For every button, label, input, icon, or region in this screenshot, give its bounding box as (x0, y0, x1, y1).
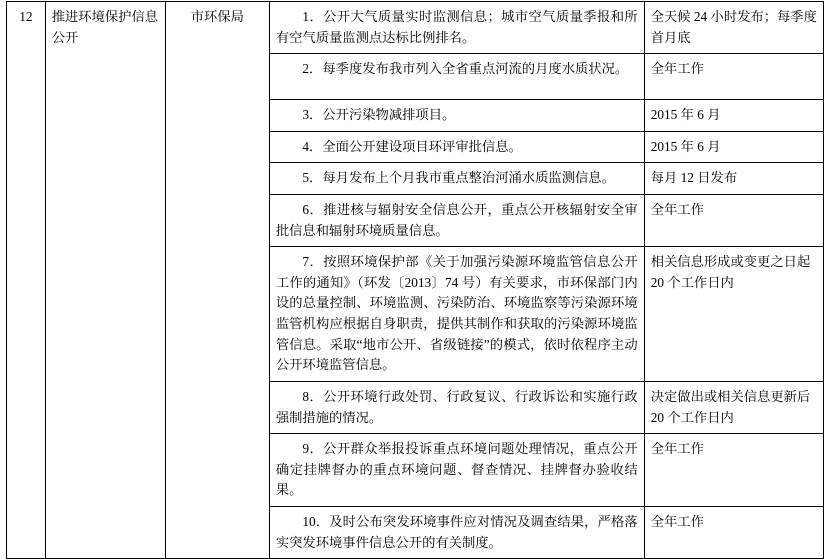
document-page (0, 1, 829, 550)
measure-item-cell: 1．公开大气质量实时监测信息；城市空气质量季报和所有空气质量监测点达标比例排名。 (269, 2, 644, 54)
table-row (7, 2, 824, 54)
deadline-cell: 全年工作 (644, 54, 823, 100)
measure-item-cell: 7．按照环境保护部《关于加强污染源环境监管信息公开工作的通知》（环发〔2013〕74 号）有关要求，市环保部门内设的总量控制、环境监测、污染防治、环境监察等污染源环境监管机构应根据自身职责，提供其制作和获取的污染源环境监管信息。采取“地市公开、省级链接”的模式，依时依程序主动公开环境监管信息。 (269, 247, 644, 382)
deadline-cell: 全年工作 (644, 434, 823, 507)
information-disclosure-table (6, 1, 824, 559)
measure-item-cell: 9．公开群众举报投诉重点环境问题处理情况，重点公开确定挂牌督办的重点环境问题、督查情况、挂牌督办验收结果。 (269, 434, 644, 507)
deadline-cell: 每月 12 日发布 (644, 163, 823, 195)
task-name-cell: 推进环境保护信息公开 (45, 2, 165, 559)
row-number-cell: 12 (7, 2, 46, 559)
measure-item-cell: 5．每月发布上个月我市重点整治河涌水质监测信息。 (269, 163, 644, 195)
deadline-cell: 全天候 24 小时发布；每季度首月底 (644, 2, 823, 54)
measure-item-cell: 6．推进核与辐射安全信息公开，重点公开核辐射安全审批信息和辐射环境质量信息。 (269, 195, 644, 247)
deadline-cell: 全年工作 (644, 506, 823, 558)
measure-item-cell: 4．全面公开建设项目环评审批信息。 (269, 131, 644, 163)
measure-item-cell: 3．公开污染物减排项目。 (269, 100, 644, 132)
deadline-cell: 2015 年 6 月 (644, 131, 823, 163)
department-cell: 市环保局 (165, 2, 269, 559)
deadline-cell: 2015 年 6 月 (644, 100, 823, 132)
measure-item-cell: 2．每季度发布我市列入全省重点河流的月度水质状况。 (269, 54, 644, 100)
deadline-cell: 全年工作 (644, 195, 823, 247)
deadline-cell: 相关信息形成或变更之日起 20 个工作日内 (644, 247, 823, 382)
deadline-cell: 决定做出或相关信息更新后 20 个工作日内 (644, 381, 823, 433)
measure-item-cell: 10．及时公布突发环境事件应对情况及调查结果，严格落实突发环境事件信息公开的有关制度。 (269, 506, 644, 558)
measure-item-cell: 8．公开环境行政处罚、行政复议、行政诉讼和实施行政强制措施的情况。 (269, 381, 644, 433)
